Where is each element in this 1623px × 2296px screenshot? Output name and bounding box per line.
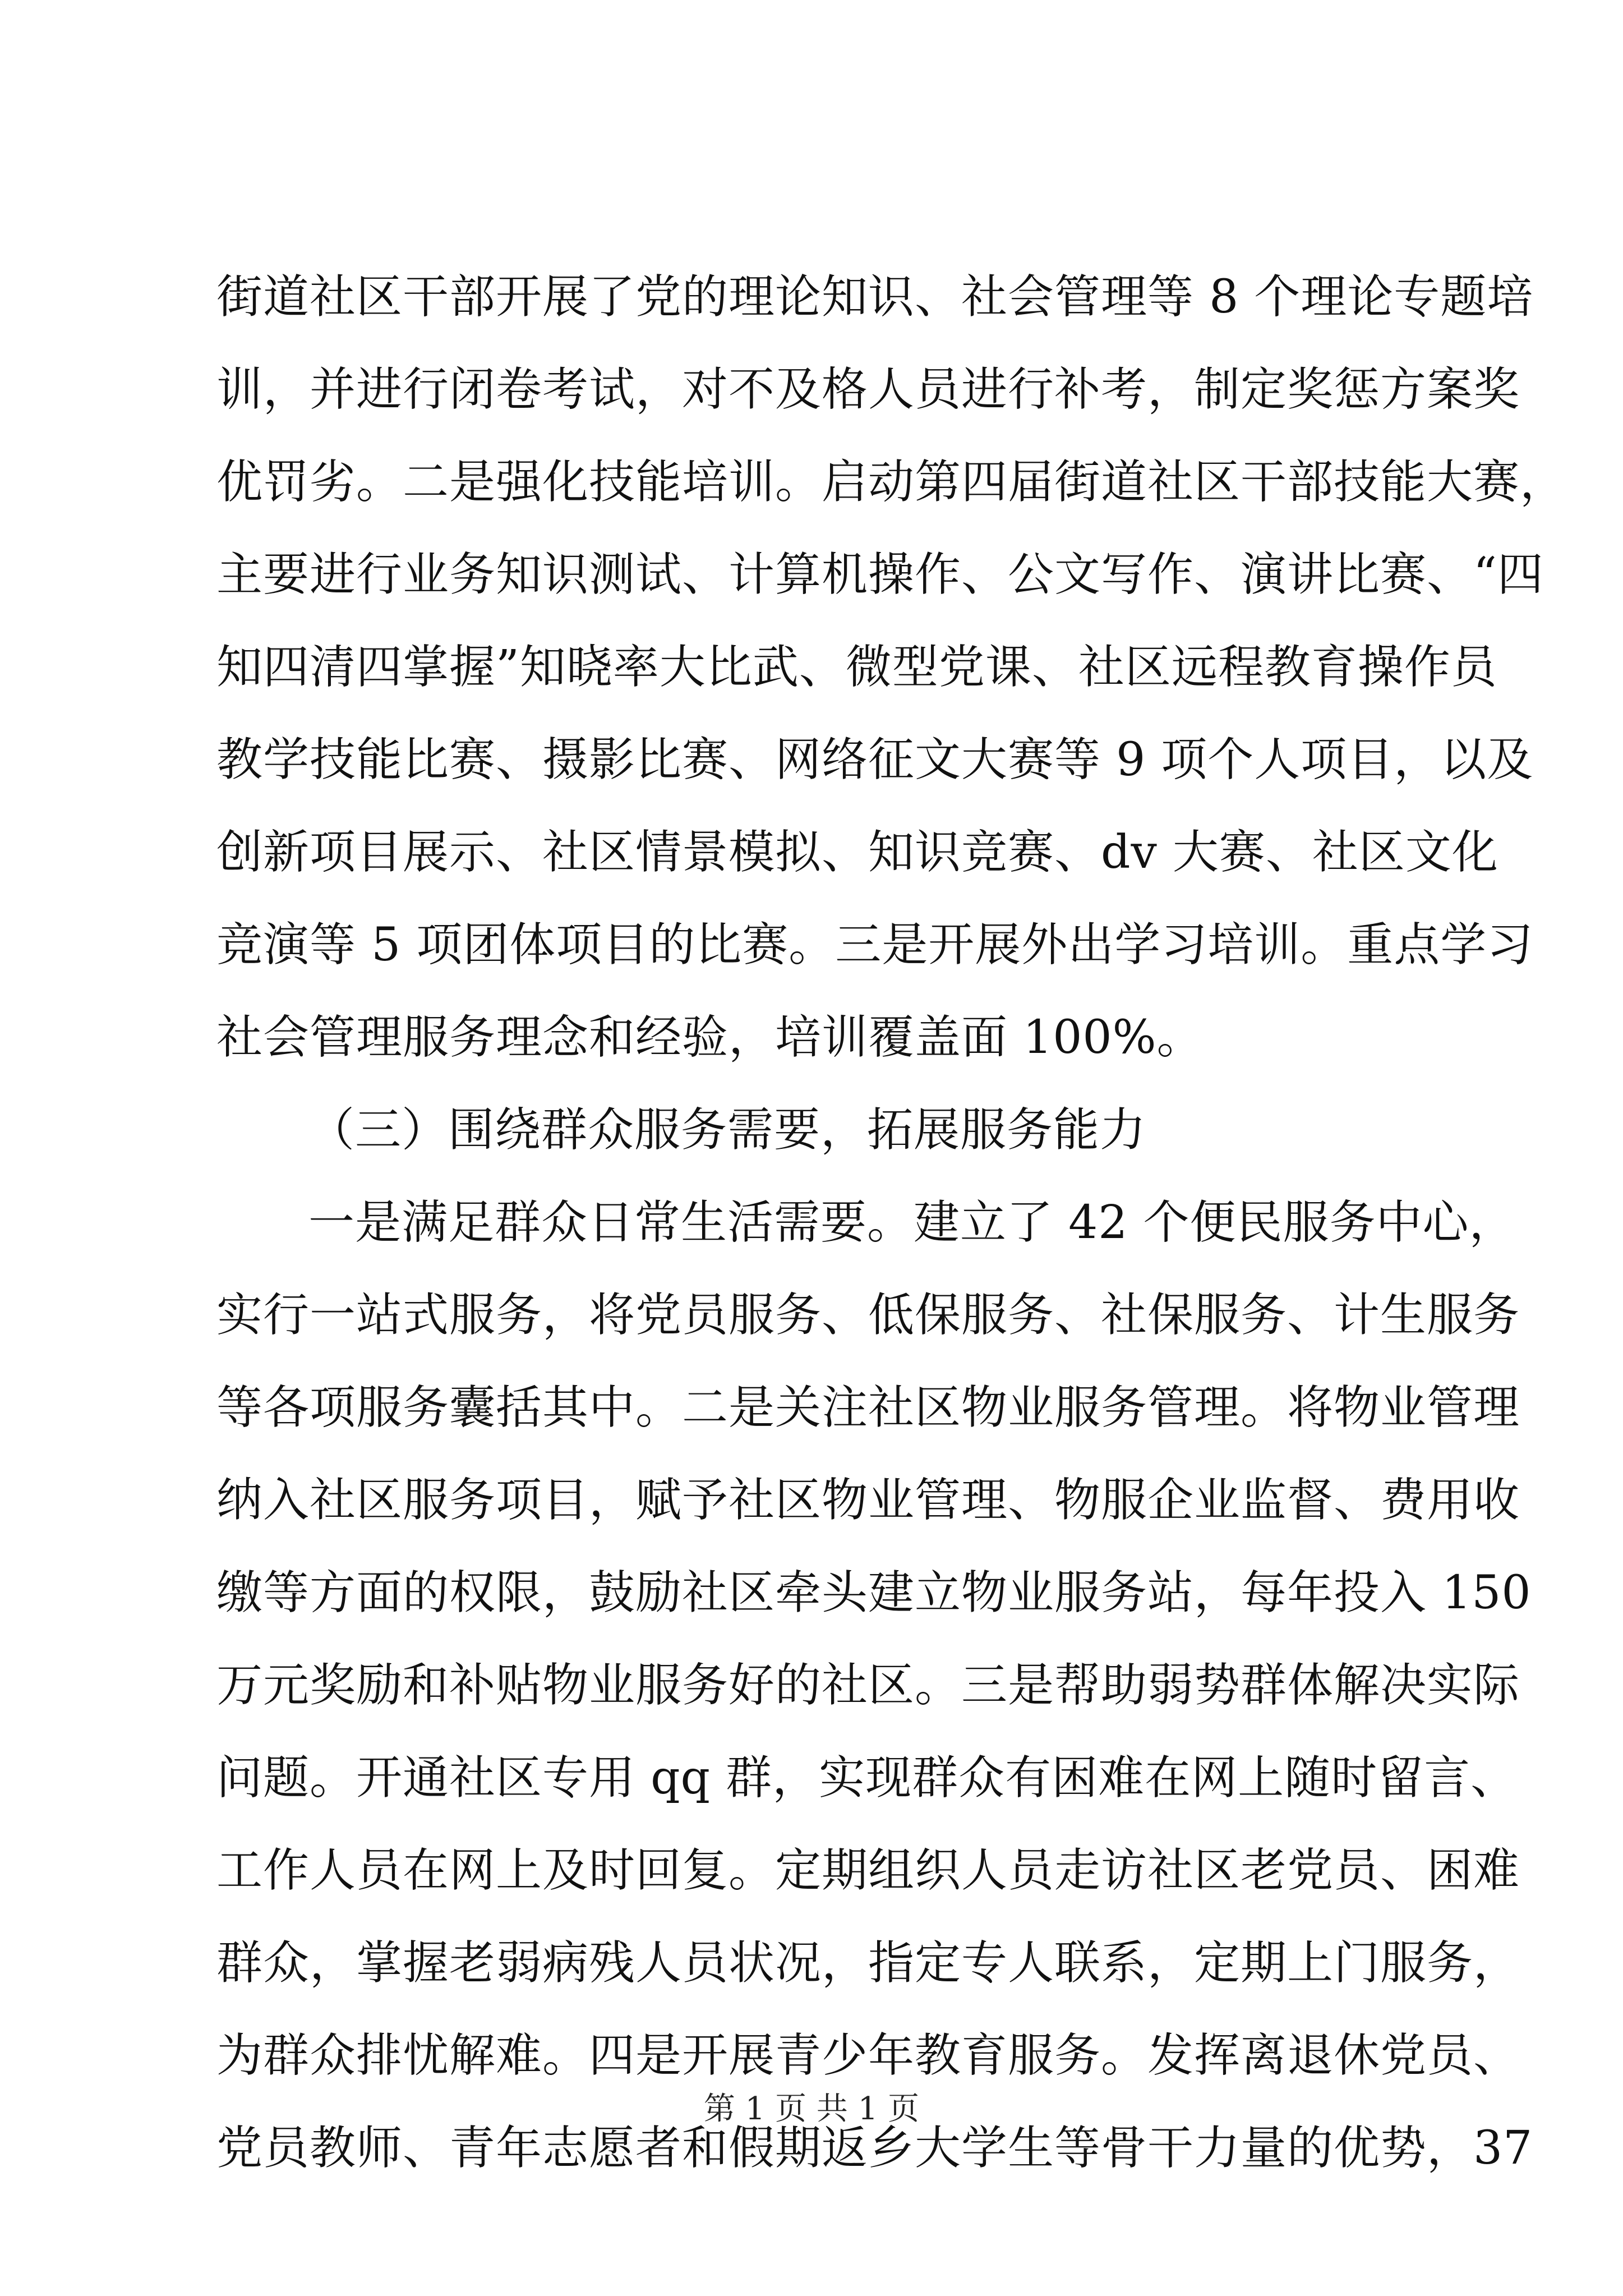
- body-text-line: 优罚劣。二是强化技能培训。启动第四届街道社区干部技能大赛，: [216, 455, 1567, 509]
- body-text-line: 教学技能比赛、摄影比赛、网络征文大赛等 9 项个人项目，以及: [216, 733, 1534, 786]
- body-text-line: 社会管理服务理念和经验，培训覆盖面 100%。: [216, 1011, 1204, 1064]
- body-text-line: 为群众排忧解难。四是开展青少年教育服务。发挥离退休党员、: [216, 2029, 1520, 2082]
- body-text-line: 纳入社区服务项目，赋予社区物业管理、物服企业监督、费用收: [216, 1474, 1520, 1527]
- body-text-line: 万元奖励和补贴物业服务好的社区。三是帮助弱势群体解决实际: [216, 1659, 1520, 1712]
- body-text-line: 街道社区干部开展了党的理论知识、社会管理等 8 个理论专题培: [216, 270, 1534, 324]
- body-text-line: 一是满足群众日常生活需要。建立了 42 个便民服务中心，: [308, 1196, 1516, 1249]
- page-footer: 第 1 页 共 1 页: [703, 2091, 920, 2127]
- body-text-line: 群众，掌握老弱病残人员状况，指定专人联系，定期上门服务，: [216, 1936, 1520, 1990]
- body-text-line: 主要进行业务知识测试、计算机操作、公文写作、演讲比赛、“四: [216, 548, 1544, 601]
- body-text-line: 竞演等 5 项团体项目的比赛。三是开展外出学习培训。重点学习: [216, 918, 1534, 972]
- body-text-line: 等各项服务囊括其中。二是关注社区物业服务管理。将物业管理: [216, 1381, 1520, 1434]
- body-text-line: 党员教师、青年志愿者和假期返乡大学生等骨干力量的优势，37: [216, 2122, 1533, 2175]
- section-heading: （三）围绕群众服务需要，拓展服务能力: [308, 1103, 1147, 1157]
- body-text-line: 知四清四掌握”知晓率大比武、微型党课、社区远程教育操作员: [216, 641, 1497, 694]
- body-text-line: 实行一站式服务，将党员服务、低保服务、社保服务、计生服务: [216, 1289, 1520, 1342]
- body-text-line: 缴等方面的权限，鼓励社区牵头建立物业服务站，每年投入 150: [216, 1566, 1532, 1619]
- body-text-line: 创新项目展示、社区情景模拟、知识竞赛、dv 大赛、社区文化: [216, 826, 1498, 879]
- body-text-line: 工作人员在网上及时回复。定期组织人员走访社区老党员、困难: [216, 1844, 1520, 1897]
- body-text-line: 训，并进行闭卷考试，对不及格人员进行补考，制定奖惩方案奖: [216, 363, 1520, 416]
- body-text-line: 问题。开通社区专用 qq 群，实现群众有困难在网上随时留言、: [216, 1751, 1518, 1805]
